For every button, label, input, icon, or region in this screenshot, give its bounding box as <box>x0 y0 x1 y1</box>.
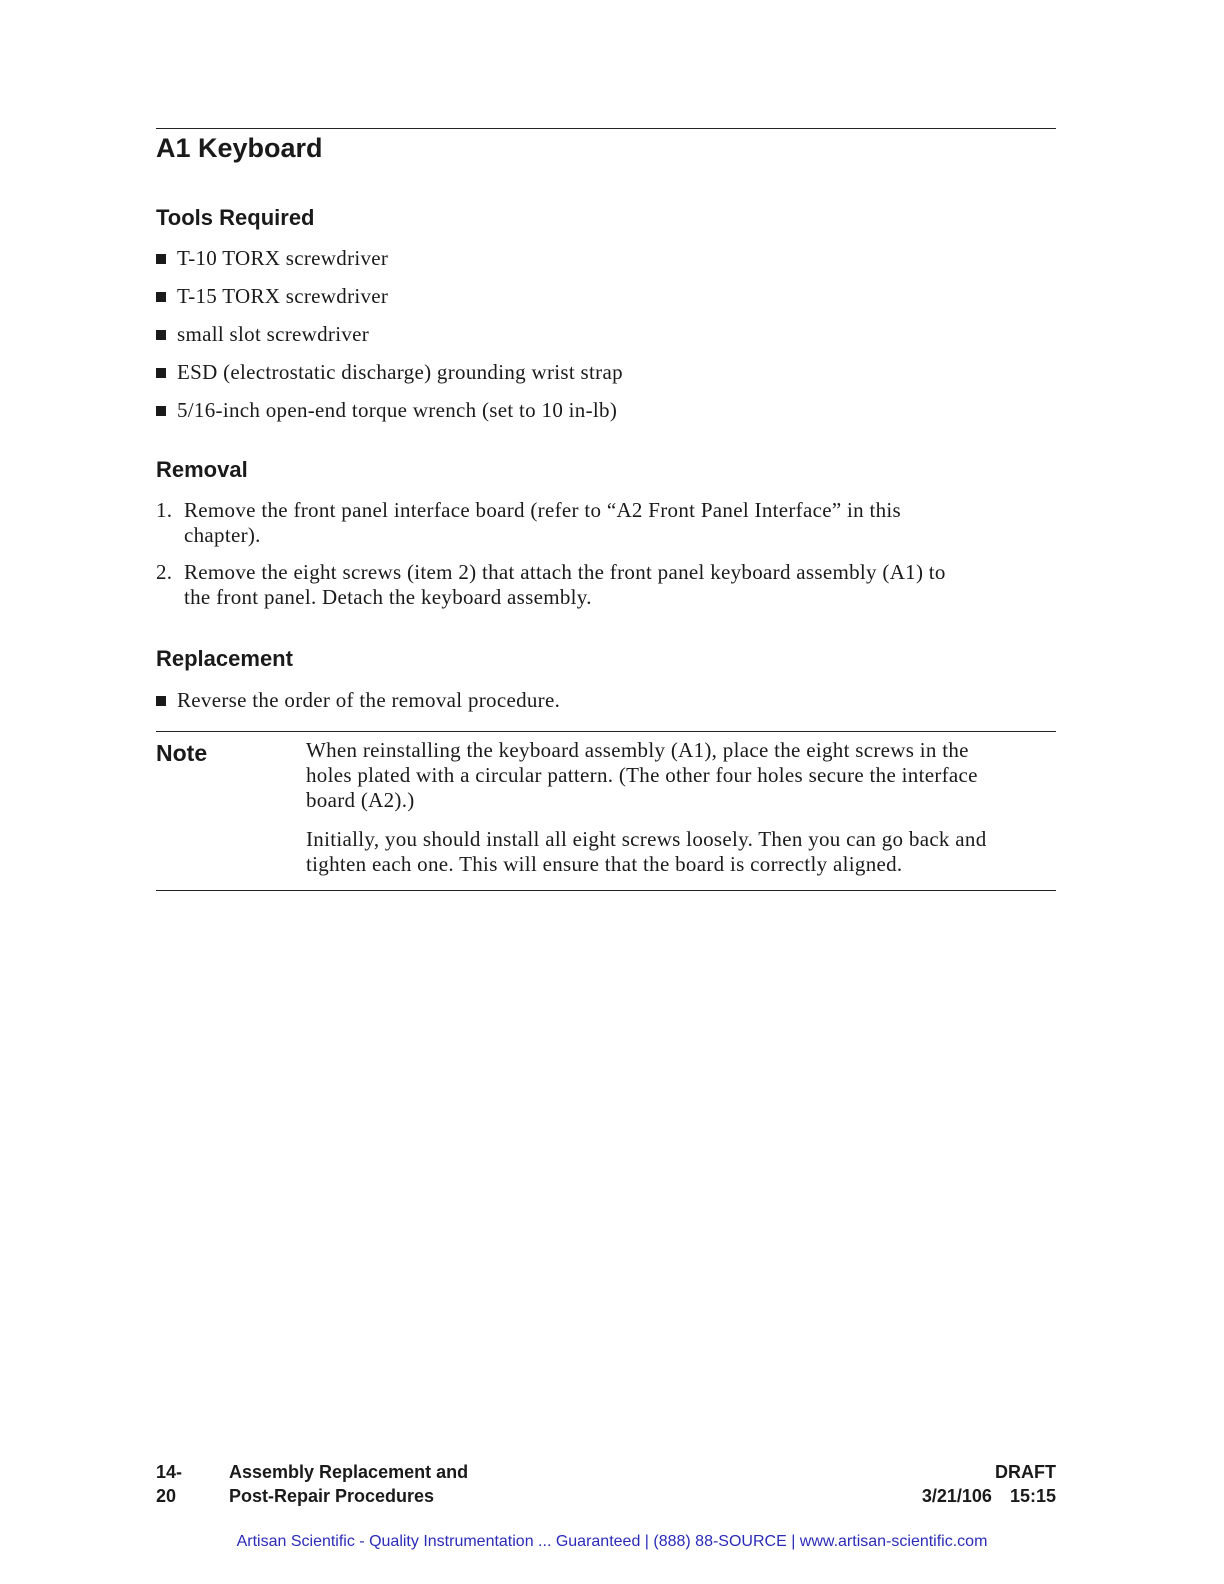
note-bottom-rule <box>156 890 1056 891</box>
footer-date: 3/21/106 <box>921 1486 992 1506</box>
tools-heading: Tools Required <box>156 205 315 230</box>
footer-time: 15:15 <box>1009 1486 1056 1506</box>
list-item <box>156 498 1036 548</box>
replacement-heading: Replacement <box>156 646 293 671</box>
page-title: A1 Keyboard <box>156 133 323 163</box>
list-item: small slot screwdriver <box>156 322 623 347</box>
footer-section-title: Assembly Replacement and Post-Repair Procedures <box>229 1462 469 1506</box>
page-number: 14-20 <box>156 1462 183 1506</box>
step-text-line: Remove the eight screws (item 2) that attach the front panel keyboard assembly (A1) to <box>184 560 946 584</box>
top-rule <box>156 128 1056 129</box>
list-item: Reverse the order of the removal procedure. <box>156 688 560 713</box>
note-paragraph: When reinstalling the keyboard assembly (A1), place the eight screws in the holes plated with a circular pattern. (The other four holes secure the interface board (A2).) <box>306 738 978 812</box>
tools-list <box>156 246 623 436</box>
bullet-square-icon <box>156 406 166 416</box>
list-item: T-10 TORX screwdriver <box>156 246 623 271</box>
bullet-square-icon <box>156 330 166 340</box>
note-body <box>306 738 1054 891</box>
bullet-square-icon <box>156 292 166 302</box>
footer-right <box>922 1460 1056 1508</box>
step-text-line: Remove the front panel interface board (refer to “A2 Front Panel Interface” in this <box>184 498 902 522</box>
step-text-line: chapter). <box>184 523 261 547</box>
replacement-list <box>156 688 560 726</box>
step-number: 2. <box>156 560 173 584</box>
list-item: 5/16-inch open-end torque wrench (set to 10 in-lb) <box>156 398 623 423</box>
bullet-square-icon <box>156 254 166 264</box>
list-item: T-15 TORX screwdriver <box>156 284 623 309</box>
list-item: ESD (electrostatic discharge) grounding wrist strap <box>156 360 623 385</box>
removal-steps <box>156 498 1036 622</box>
bullet-square-icon <box>156 368 166 378</box>
note-paragraph: Initially, you should install all eight screws loosely. Then you can go back and tighten each one. This will ensure that the board is correctly aligned. <box>306 827 987 876</box>
vendor-banner-link[interactable]: Artisan Scientific - Quality Instrumentation ... Guaranteed | (888) 88-SOURCE | www.artisan-scientific.com <box>236 1533 988 1550</box>
step-text-line: the front panel. Detach the keyboard assembly. <box>184 585 592 609</box>
removal-heading: Removal <box>156 457 248 482</box>
footer-timestamp <box>922 1484 1056 1508</box>
step-number: 1. <box>156 498 173 522</box>
list-item <box>156 560 1036 610</box>
draft-status: DRAFT <box>995 1462 1056 1482</box>
note-top-rule <box>156 731 1056 732</box>
bullet-square-icon <box>156 696 166 706</box>
note-label: Note <box>156 740 208 766</box>
